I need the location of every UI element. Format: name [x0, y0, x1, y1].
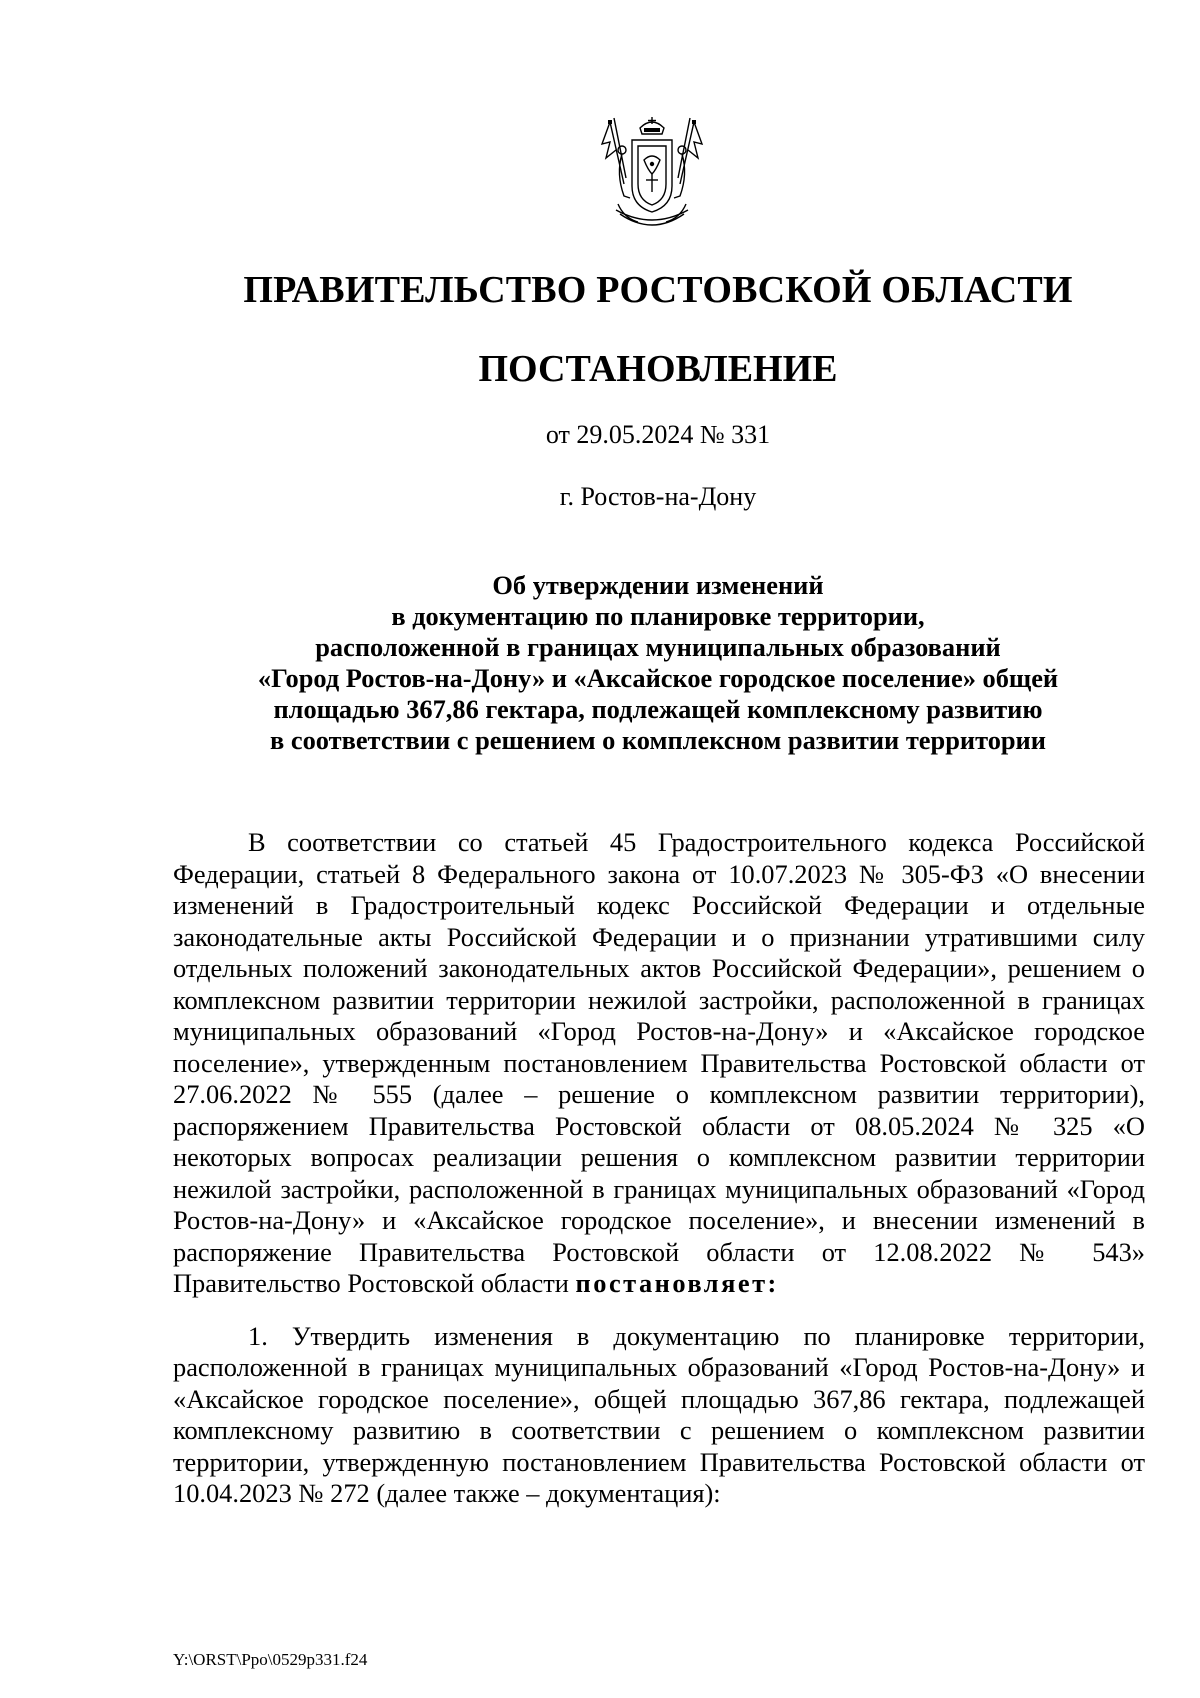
preamble-text: В соответствии со статьей 45 Градостроительного кодекса Российской Федерации, статьей 8 Федерального закона от 10.07.2023 № 305-ФЗ «О внесении изменений в Градостроительный кодекс Российской Федерации и отдельные законодательные акты Российской Федерации и о признании утратившими силу отдельных положений законодательных актов Российской Федерации», решением о комплексном развитии территории нежилой застройки, расположенной в границах муниципальных образований «Город Ростов-на-Дону» и «Аксайское городское поселение», утвержденным постановлением Правительства Ростовской области от 27.06.2022 № 555 (далее – решение о комплексном развитии территории), распоряжением Правительства Ростовской области от 08.05.2024 № 325 «О некоторых вопросах реализации решения о комплексном развитии территории нежилой застройки, расположенной в границах муниципальных образований «Город Ростов-на-Дону» и «Аксайское городское поселение», и внесении изменений в распоряжение Правительства Ростовской области от 12.08.2022 № 543» — [173, 827, 1145, 1267]
footer-file-path: Y:\ORST\Ppo\0529p331.f24 — [173, 1650, 368, 1669]
subject-line: расположенной в границах муниципальных образований — [315, 632, 1001, 662]
decree-word: постановляет: — [575, 1268, 779, 1298]
document-city: г. Ростов-на-Дону — [559, 482, 757, 511]
subject-line: Об утверждении изменений — [492, 570, 824, 600]
decree-actor: Правительство Ростовской области — [173, 1268, 569, 1298]
document-body — [173, 827, 1145, 1510]
document-date-number: от 29.05.2024 № 331 — [545, 420, 771, 449]
subject-line: «Город Ростов-на-Дону» и «Аксайское городское поселение» общей — [257, 663, 1059, 693]
subject-line: в соответствии с решением о комплексном развитии территории — [270, 725, 1046, 755]
preamble-paragraph — [173, 827, 1145, 1300]
subject-line: в документацию по планировке территории, — [391, 601, 925, 631]
item-1-paragraph: 1. Утвердить изменения в документацию по планировке территории, расположенной в границах муниципальных образований «Город Ростов-на-Дону» и «Аксайское городское поселение», общей площадью 367,86 гектара, подлежащей комплексному развитию в соответствии с решением о комплексном развитии территории, утвержденную постановлением Правительства Ростовской области от 10.04.2023 № 272 (далее также – документация): — [173, 1320, 1145, 1508]
document-subject — [170, 570, 1146, 756]
organization-title: ПРАВИТЕЛЬСТВО РОСТОВСКОЙ ОБЛАСТИ — [243, 269, 1073, 311]
subject-line: площадью 367,86 гектара, подлежащей комплексному развитию — [273, 694, 1043, 724]
document-type-title: ПОСТАНОВЛЕНИЕ — [478, 348, 838, 390]
coat-of-arms-icon — [600, 114, 704, 234]
